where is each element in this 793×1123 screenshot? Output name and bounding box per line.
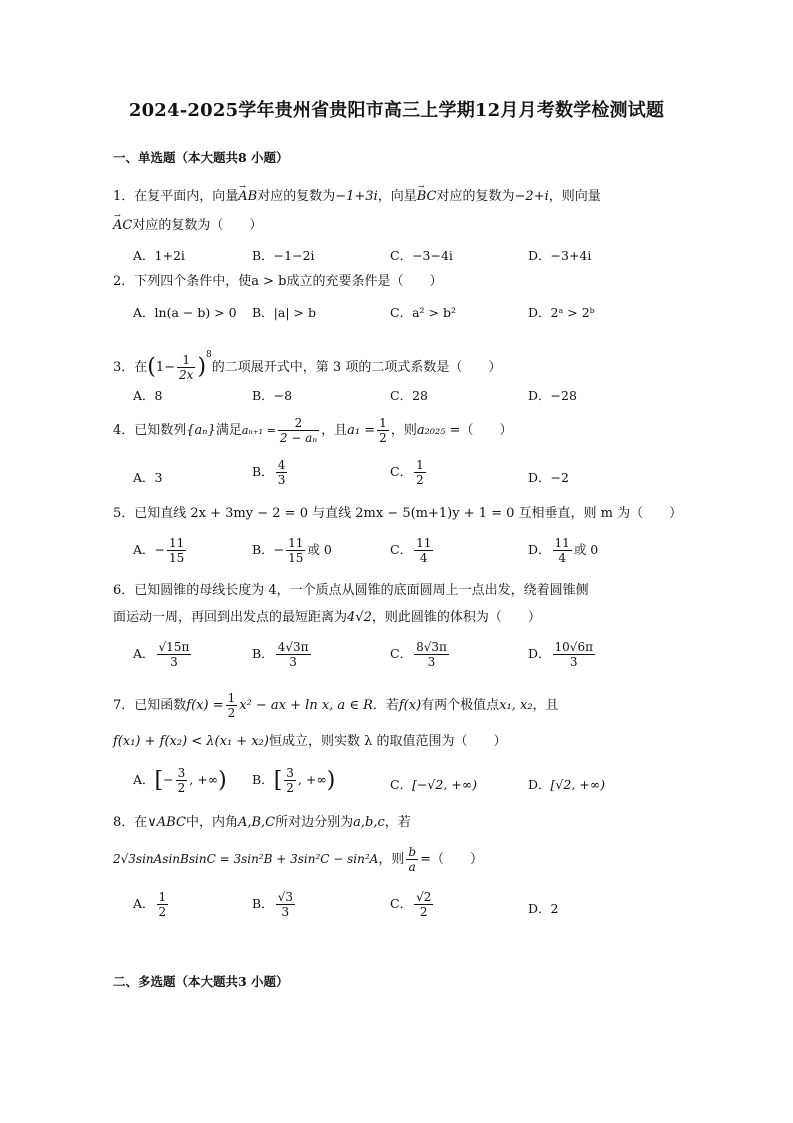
q2-option-b[interactable]: B．|a| > b — [252, 305, 316, 320]
q7-stem-line1: 7．已知函数f(x) = $\frac{1}{2}$ x² − ax + ln x, a ∈ R．若f(x)有两个极值点x₁, x₂，且 — [113, 691, 559, 720]
q6-option-c[interactable]: C． $\frac{8√3\pi}{3}$ — [390, 640, 447, 669]
q1-option-b[interactable]: B．−1−2i — [252, 248, 315, 263]
q3-fraction: $\frac{1}{2x}$ — [179, 353, 194, 382]
q3-stem: 3．在(1− $\frac{1}{2x}$ )$^8$的二项展开式中，第 3 项的二项式系数是（ ） — [113, 350, 502, 382]
q5-stem: 5．已知直线 2x + 3my − 2 = 0 与直线 2mx − 5(m+1)y + 1 = 0 互相垂直，则 m 为（ ） — [113, 506, 683, 521]
q6-option-d[interactable]: D． $\frac{10√6\pi}{3}$ — [528, 640, 593, 669]
q8-option-b[interactable]: B． $\frac{√3}{3}$ — [252, 890, 293, 919]
q4-option-a[interactable]: A．3 — [133, 470, 163, 485]
q2-option-a[interactable]: A．ln(a − b) > 0 — [133, 305, 237, 320]
q4-option-d[interactable]: D．−2 — [528, 470, 569, 485]
vector-bc: → BC — [417, 188, 437, 206]
q7-option-b[interactable]: B．[ $\frac{3}{2}$ , +∞) — [252, 766, 336, 795]
q6-option-b[interactable]: B． $\frac{4√3\pi}{3}$ — [252, 640, 309, 669]
q2-option-d[interactable]: D．2ᵃ > 2ᵇ — [528, 305, 595, 320]
q8-stem-line1: 8．在∨ABC中，内角A,B,C所对边分别为a,b,c，若 — [113, 815, 411, 830]
q5-option-b[interactable]: B．− $\frac{11}{15}$ 或 0 — [252, 536, 332, 565]
q3-option-c[interactable]: C．28 — [390, 388, 428, 403]
q4-option-c[interactable]: C． $\frac{1}{2}$ — [390, 458, 424, 487]
q7-option-a[interactable]: A．[− $\frac{3}{2}$ , +∞) — [133, 766, 227, 795]
section-heading-multi-choice: 二、多选题（本大题共3 小题） — [113, 974, 289, 989]
q1-option-d[interactable]: D．−3+4i — [528, 248, 592, 263]
q5-option-a[interactable]: A．− $\frac{11}{15}$ — [133, 536, 185, 565]
vector-ac: → AC — [113, 217, 132, 235]
section-heading-single-choice: 一、单选题（本大题共8 小题） — [113, 150, 289, 165]
q8-option-a[interactable]: A． $\frac{1}{2}$ — [133, 890, 167, 919]
q7-option-c[interactable]: C．[−√2, +∞) — [390, 777, 478, 792]
q1-stem-line1: 1．在复平面内，向量→ AB对应的复数为−1+3i，向星→ BC对应的复数为−2+i，则向量 — [113, 188, 601, 206]
q7-stem-line2: f(x₁) + f(x₂) < λ(x₁ + x₂)恒成立，则实数 λ 的取值范围为（ ） — [113, 734, 507, 749]
q4-stem: 4．已知数列{aₙ}满足aₙ₊₁ = $\frac{2}{\text{2 − aₙ}}$ ，且a₁ = $\frac{1}{2}$ ，则a₂₀₂₅ =（ ） — [113, 416, 513, 445]
q6-stem-line2: 面运动一周，再回到出发点的最短距离为4√2，则此圆锥的体积为（ ） — [113, 610, 541, 625]
q2-stem: 2．下列四个条件中，使a > b成立的充要条件是（ ） — [113, 274, 443, 289]
q6-option-a[interactable]: A． $\frac{√15\pi}{3}$ — [133, 640, 190, 669]
q3-option-d[interactable]: D．−28 — [528, 388, 577, 403]
q1-option-c[interactable]: C．−3−4i — [390, 248, 453, 263]
q8-option-d[interactable]: D．2 — [528, 901, 559, 916]
q6-stem-line1: 6．已知圆锥的母线长度为 4，一个质点从圆锥的底面圆周上一点出发，绕着圆锥侧 — [113, 583, 589, 598]
q3-option-b[interactable]: B．−8 — [252, 388, 293, 403]
q2-option-c[interactable]: C．a² > b² — [390, 305, 456, 320]
q8-option-c[interactable]: C． $\frac{√2}{2}$ — [390, 890, 432, 919]
q5-option-c[interactable]: C． $\frac{11}{4}$ — [390, 536, 432, 565]
q1-option-a[interactable]: A．1+2i — [133, 248, 185, 263]
q5-option-d[interactable]: D． $\frac{11}{4}$ 或 0 — [528, 536, 599, 565]
q1-stem-line2: → AC对应的复数为（ ） — [113, 217, 262, 235]
vector-ab: → AB — [238, 188, 257, 206]
q3-option-a[interactable]: A．8 — [133, 388, 163, 403]
q7-option-d[interactable]: D．[√2, +∞) — [528, 777, 606, 792]
q4-option-b[interactable]: B． $\frac{4}{3}$ — [252, 458, 286, 487]
q8-stem-line2: 2√3sinAsinBsinC = 3sin²B + 3sin²C − sin²A，则 $\frac{b}{a}$ =（ ） — [113, 845, 483, 874]
page-title: 2024-2025学年贵州省贵阳市高三上学期12月月考数学检测试题 — [128, 100, 665, 121]
